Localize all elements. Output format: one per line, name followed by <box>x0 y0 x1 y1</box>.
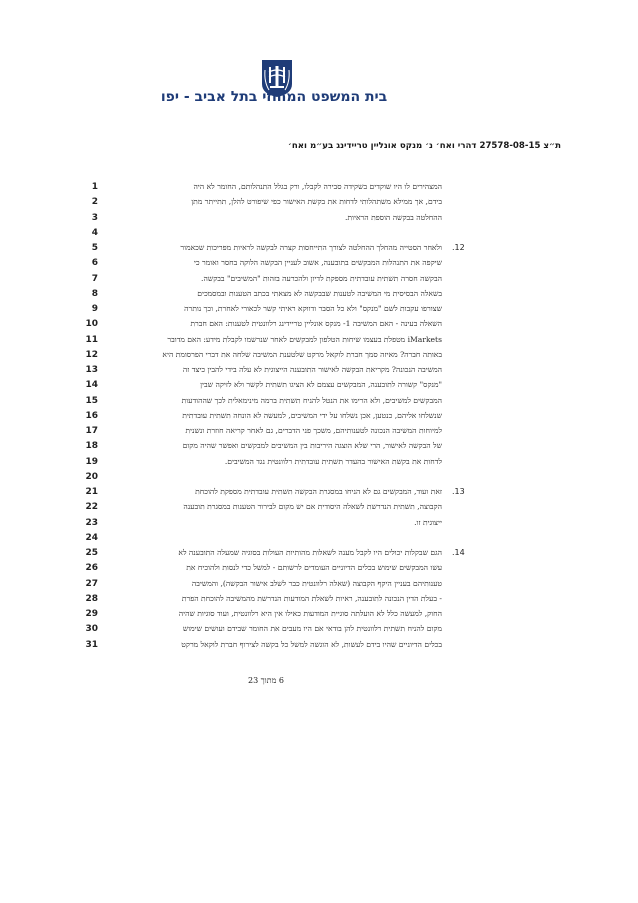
line-number: 31 <box>85 639 98 650</box>
text-line <box>0 470 638 484</box>
line-text: החוק, למעשה כלל לא הועלתה סוגיית המודעות כאילו אין היא רלוונטית, ועוד סוגיות שהיה <box>178 609 442 618</box>
line-text: iMarkets מטפלת בעצמו שיחות הטלפון למבקשים לאחר שנרשמו לקבלת מידע: האם מדובר <box>167 334 442 344</box>
line-text: המבקשים למשיבים, ולא הרימו את הנטל להניח תשתית ברמה מינימאלית לכך שההודעות <box>181 395 442 405</box>
line-number: 15 <box>85 395 98 406</box>
text-line <box>0 577 638 591</box>
line-text: ולאחר הסטייה מהחלך ההחלטה לצורך התייחסות קצרה לבקשה לראיות מפריכות שכאמור <box>180 243 442 252</box>
line-number: 27 <box>85 578 98 589</box>
line-text: הבקשה חסרה תשתית עובדתית מספקת לדיון ולהכרעה בזהות "המשיבים" בבקשה. <box>201 273 442 283</box>
text-line <box>0 592 638 606</box>
line-text: זאת ועוד, המבקשים גם לא הניחו במסגרת הבקשה תשתית עובדתית מספקת להוכחת <box>195 487 442 496</box>
line-number: 12 <box>85 349 98 360</box>
text-line <box>0 226 638 240</box>
line-text: הקבוצה, תשתית הנדרשת לשאלה היסודית אם יש מקום לבירור הטענות במסגרת תובענה <box>183 502 442 512</box>
line-number: 24 <box>85 532 98 543</box>
line-number: 17 <box>85 426 98 436</box>
text-line <box>0 287 638 301</box>
text-line <box>0 409 638 423</box>
line-number: 22 <box>85 502 98 513</box>
text-line <box>0 195 638 209</box>
line-text: טענותיהם בעניין היקף הקבוצה (שאלה רלוונטית כבר לשלב אישור הבקשה), והמשיבה <box>191 578 442 588</box>
text-line <box>0 272 638 286</box>
line-number: 21 <box>85 487 98 497</box>
text-line <box>0 439 638 453</box>
line-number: 11 <box>85 334 98 345</box>
text-line <box>0 638 638 652</box>
line-text: ייצוגית זו. <box>414 517 442 527</box>
line-number: 13 <box>85 365 98 375</box>
line-number: 14 <box>85 380 98 391</box>
line-text: "מנקס" קשורה לתובענה, המבקשים עצמם לא הציגו תשתית לקשר ולא לזיקה שבין <box>200 380 442 390</box>
line-text: בשאלה הבסיסית מי המשיבה לטענות שבבקשה לא מצאתי בכתב הטענות ובמסמכים <box>197 288 442 298</box>
line-text: שצורפו עקבות לשם "מנקס" ולא כל הסבר ודווקא ראיתי קשר לכאורי לאחרת, וכך נותרה <box>184 304 442 313</box>
line-number: 8 <box>91 288 98 299</box>
line-text: ההחלטה בבקשה הוספת הראיות. <box>345 212 442 222</box>
line-text: - בעלת הדין הנכונה לתובענה, ראיות לשאלת המודעות הנדרשת מהמשיבה להוכחת הפרת <box>181 593 442 603</box>
line-text: השאלה בעינה - האם המשיבה 1- מנקס אונליין טריידינג רלוונטית לטענות: האם חברת <box>190 319 442 329</box>
text-line <box>0 363 638 377</box>
line-number: 28 <box>85 593 98 604</box>
line-number: 4 <box>91 227 98 238</box>
line-number: 5 <box>91 243 98 253</box>
line-number: 26 <box>85 563 98 574</box>
line-text: הגם שבקלות יכולים היו לקבל מענה לשאלות מהותיות העולות בסוגיה שמעלה התובענה לא <box>178 548 442 557</box>
line-number: 23 <box>85 517 98 528</box>
text-line <box>0 378 638 392</box>
text-line <box>0 531 638 545</box>
text-line <box>0 256 638 270</box>
text-line <box>0 211 638 225</box>
text-line <box>0 607 638 621</box>
page-number: 6 מתוך 23 <box>248 676 284 685</box>
line-text: מקום להניח תשתית רלוונטית להן בודאי אם היו מעבים את החומר שבידם ועושים שימוש <box>182 624 442 634</box>
line-text: של הבקשה לאישור, הרי שלא הוצגה היריבות בין המשיבים למבקשים ואפשר שהיה מקום <box>182 441 442 451</box>
line-number: 6 <box>91 258 98 269</box>
line-text: המצהירים לו היו שוקדים בשקידה סבירה לקבלו, ורק בגלל התנהלותם, החומר לא היה <box>193 182 442 191</box>
paragraph-number: .14 <box>452 548 465 557</box>
line-number: 16 <box>85 410 98 421</box>
text-line <box>0 561 638 575</box>
text-line <box>0 500 638 514</box>
case-title: ת״צ 27578-08-15 דהרי ואח׳ נ׳ מנקס אונליין טריידינג בע״מ ואח׳ <box>288 141 561 151</box>
line-text: עשו המבקשים שימוש בכלים הדיוניים העומדים לרשותם - למשל כדי לנסות ולהוכיח את <box>186 563 442 573</box>
line-number: 20 <box>85 471 98 482</box>
text-line <box>0 424 638 438</box>
court-name: בית המשפט המחוזי בתל אביב - יפו <box>160 89 388 105</box>
line-text: שנשלחו אליהם, כנטען, אכן נשלחו על ידי המשיבים, למעשה לא הונחה תשתית עובדתית <box>182 410 442 420</box>
line-number: 1 <box>91 182 98 192</box>
text-line <box>0 516 638 530</box>
line-number: 2 <box>91 197 98 208</box>
line-number: 29 <box>85 609 98 619</box>
line-number: 7 <box>91 273 98 284</box>
line-number: 19 <box>85 456 98 467</box>
line-text: שיקפה את התנהלות המבקשים בתובענה, אשוב לעניין הבקשה הלוקה בחסר ואומר כי <box>193 258 442 268</box>
line-number: 10 <box>85 319 98 330</box>
text-line <box>0 455 638 469</box>
line-number: 3 <box>91 212 98 223</box>
paragraph-number: .13 <box>452 487 465 496</box>
line-text: בידם, אך ממילא משתהלותי לדחות את בקשת האישור כפי שיפורט להלן, תתייתר מתן <box>191 197 442 207</box>
text-line <box>0 180 638 194</box>
text-line <box>0 485 638 499</box>
text-line <box>0 348 638 362</box>
line-number: 18 <box>85 441 98 452</box>
text-line <box>0 302 638 316</box>
text-line <box>0 622 638 636</box>
line-text: באותה חברה? מאיזה סמך חברת לוקאל מרקט שלטענת המשיבה שלחה את דברי הפרסומת היא <box>162 349 442 359</box>
line-number: 9 <box>91 304 98 314</box>
paragraph-number: .12 <box>452 243 465 252</box>
text-line <box>0 333 638 347</box>
line-text: לדחות את בקשת האישור בהעדר תשתית עובדתית רלוונטית נגד המשיבים. <box>224 456 442 466</box>
line-text: בכלים הדיוניים שהיו בידם לעשות, לא הוגשה למשל כל בקשה לצירוף חברת לוקאל מרקט <box>181 639 442 649</box>
line-number: 25 <box>85 548 98 558</box>
line-text: המשיבה הנכונה? מקריאת הבקשה לאישור התובענה הייצוגית לא עלה בידי להבין כיצד זה <box>182 365 442 374</box>
text-line <box>0 394 638 408</box>
line-text: למיוחות המשיבה הנכונה לטענותיהם, משכך פני הדברים, גם לאחר קריאה חוזרת ונשנית <box>185 426 442 435</box>
text-line <box>0 241 638 255</box>
text-line <box>0 317 638 331</box>
text-line <box>0 546 638 560</box>
line-number: 30 <box>85 624 98 635</box>
